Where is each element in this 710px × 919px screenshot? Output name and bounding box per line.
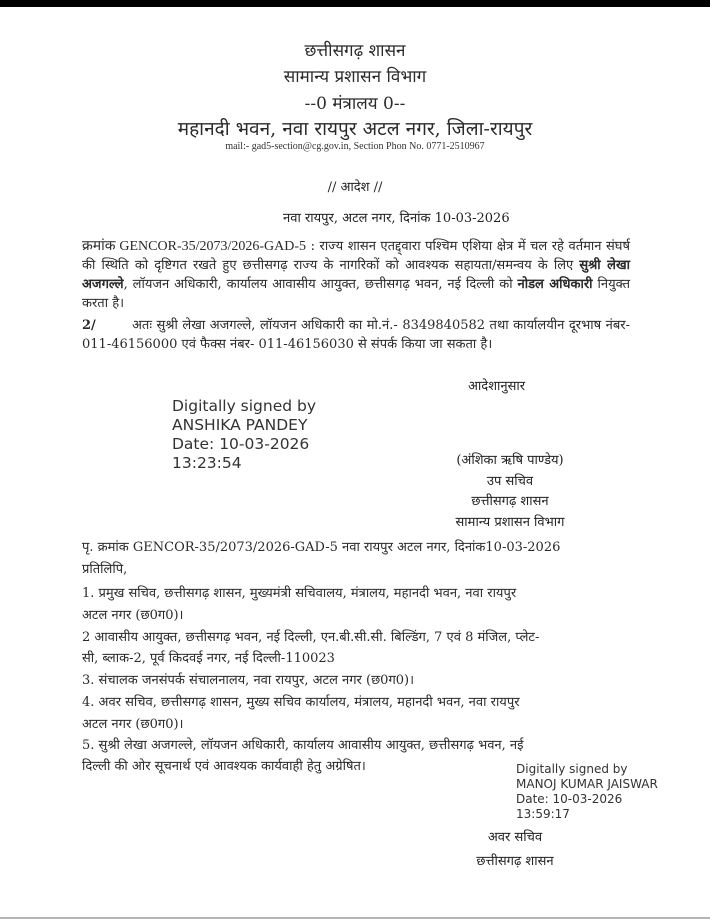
by-order-label: आदेशानुसार	[468, 379, 526, 394]
signatory-1-government: छत्तीसगढ़ शासन	[471, 494, 549, 509]
copy-item-1-line1: 1. प्रमुख सचिव, छत्तीसगढ़ शासन, मुख्यमंत्री सचिवालय, मंत्रालय, महानदी भवन, नवा रायपुर	[82, 586, 517, 601]
digital-signature-anshika-pandey: Digitally signed by ANSHIKA PANDEY Date: 10-03-2026 13:23:54	[172, 397, 317, 472]
copy-item-5-line2: दिल्ली की ओर सूचनार्थ एवं आवश्यक कार्यवाही हेतु अग्रेषित।	[82, 759, 366, 774]
letterhead-department: सामान्य प्रशासन विभाग	[283, 67, 427, 87]
order-paragraph-1: क्रमांक GENCOR-35/2073/2026-GAD-5 : राज्य शासन एतद्द्वारा पश्चिम एशिया क्षेत्र में चल रहे वर्तमान संघर्ष की स्थिति को दृष्टिगत रखते हुए छत्तीसगढ़ राज्य के नागरिकों को आवश्यक सहायता/समन्वय के लिए सुश्री लेखा अजगल्ले, लॉयजन अधिकारी, कार्यालय आवासीय आयुक्त, छत्तीसगढ़ भवन, नई दिल्ली को नोडल अधिकारी नियुक्त करता है।	[82, 239, 630, 311]
top-bar	[0, 0, 710, 7]
copy-item-2-line1: 2 आवासीय आयुक्त, छत्तीसगढ़ भवन, नई दिल्ली, एन.बी.सी.सी. बिल्डिंग, 7 एवं 8 मंजिल, प्लेट-	[82, 630, 540, 645]
copy-item-5-line1: 5. सुश्री लेखा अजगल्ले, लॉयजन अधिकारी, कार्यालय आवासीय आयुक्त, छत्तीसगढ़ भवन, नई	[82, 738, 524, 753]
copy-item-3: 3. संचालक जनसंपर्क संचालनालय, नवा रायपुर, अटल नगर (छ0ग0)।	[82, 673, 415, 688]
copy-item-1-line2: अटल नगर (छ0ग0)।	[82, 608, 184, 623]
endorsement-reference: पृ. क्रमांक GENCOR-35/2073/2026-GAD-5 नवा रायपुर अटल नगर, दिनांक10-03-2026	[82, 540, 561, 555]
order-paragraph-2: 2/ अतः सुश्री लेखा अजगल्ले, लॉयजन अधिकारी का मो.नं.- 8349840582 तथा कार्यालयीन दूरभाष नंबर- 011-46156000 एवं फैक्स नंबर- 011-46156030 से संपर्क किया जा सकता है।	[82, 318, 630, 352]
letterhead-contact: mail:- gad5-section@cg.gov.in, Section Phon No. 0771-2510967	[225, 141, 485, 152]
nodal-officer-name: सुश्री लेखा अजगल्ले	[82, 258, 630, 292]
signatory-1-department: सामान्य प्रशासन विभाग	[455, 514, 565, 530]
nodal-officer-role: नोडल अधिकारी	[517, 277, 593, 292]
copy-to-label: प्रतिलिपि,	[82, 562, 128, 577]
order-reference: क्रमांक GENCOR-35/2073/2026-GAD-5	[82, 239, 307, 254]
signatory-1-block	[415, 451, 605, 533]
paragraph-number: 2/	[82, 318, 96, 333]
letterhead-address: महानदी भवन, नवा रायपुर अटल नगर, जिला-रायपुर	[177, 118, 533, 140]
signatory-2-designation: अवर सचिव	[487, 830, 543, 845]
signatory-2-government: छत्तीसगढ़ शासन	[476, 854, 554, 869]
order-place-date: नवा रायपुर, अटल नगर, दिनांक 10-03-2026	[283, 211, 510, 226]
copy-item-2-line2: सी, ब्लाक-2, पूर्व किदवई नगर, नई दिल्ली-110023	[82, 651, 335, 666]
digital-signature-manoj-kumar-jaiswar: Digitally signed by MANOJ KUMAR JAISWAR Date: 10-03-2026 13:59:17	[516, 762, 658, 821]
letterhead-government: छत्तीसगढ़ शासन	[304, 41, 406, 61]
signatory-2-block	[455, 826, 575, 874]
signatory-1-name: (अंशिका ऋषि पाण्डेय)	[456, 453, 564, 468]
order-heading: // आदेश //	[327, 180, 383, 195]
letterhead-ministry: --0 मंत्रालय 0--	[304, 94, 406, 114]
signatory-1-designation: उप सचिव	[486, 473, 534, 489]
copy-item-4-line1: 4. अवर सचिव, छत्तीसगढ़ शासन, मुख्य सचिव कार्यालय, मंत्रालय, महानदी भवन, नवा रायपुर	[82, 695, 520, 710]
copy-item-4-line2: अटल नगर (छ0ग0)।	[82, 717, 184, 732]
